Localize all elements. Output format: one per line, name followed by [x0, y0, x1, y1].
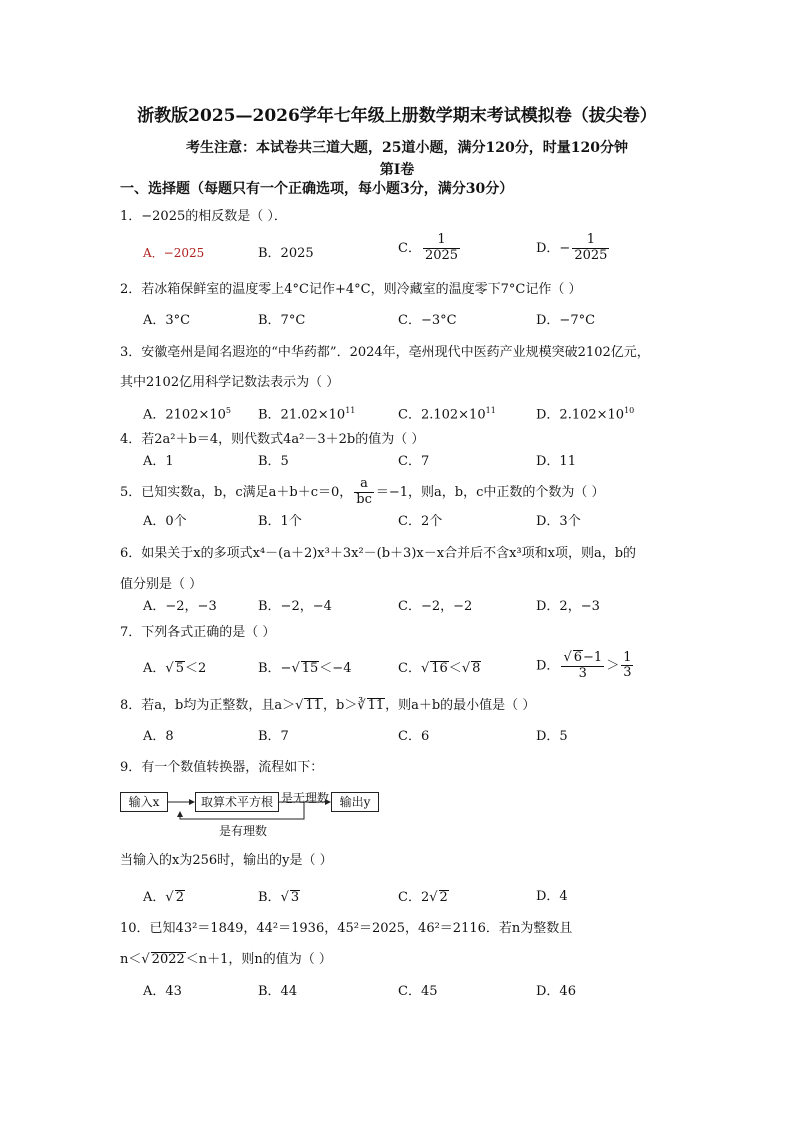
question-9-option-b: B．√ 3 — [258, 890, 300, 905]
question-2-stem: 2．若冰箱保鲜室的温度零上4°C记作+4°C，则冷藏室的温度零下7°C记作（ ） — [120, 282, 582, 297]
section-heading: 一、选择题（每题只有一个正确选项，每小题3分，满分30分） — [120, 181, 514, 197]
question-1-stem: 1．−2025的相反数是（ ）． — [120, 209, 287, 224]
question-2-option-a: A．3°C — [143, 313, 191, 328]
option-letter: B． — [258, 890, 281, 905]
question-5-option-b: B．1个 — [258, 514, 302, 529]
question-2-option-c: C．−3°C — [398, 313, 457, 328]
arrow-rational-loop — [180, 802, 304, 819]
option-letter: C．2 — [398, 890, 430, 905]
option-text: C．2.102×10 — [398, 407, 486, 423]
stem-text: ＝−1，则a，b，c中正数的个数为（ ） — [375, 484, 605, 500]
fraction-numerator: a — [354, 477, 374, 493]
question-3-stem-line2: 其中2102亿用科学记数法表示为（ ） — [120, 375, 340, 390]
question-10-option-d: D．46 — [536, 984, 576, 999]
question-10-option-c: C．45 — [398, 984, 438, 999]
question-7-option-b: B．−√ 15＜−4 — [258, 661, 352, 676]
fraction-numerator: √ 6−1 — [563, 650, 603, 665]
question-1-option-b: B．2025 — [258, 246, 314, 261]
radicand: 2 — [175, 890, 184, 905]
option-letter: C． — [398, 661, 421, 676]
question-7-option-a: A．√ 5＜2 — [143, 661, 207, 676]
option-letter: D． — [536, 658, 560, 674]
question-4-option-c: C．7 — [398, 454, 430, 469]
question-7-stem: 7．下列各式正确的是（ ） — [120, 625, 276, 640]
question-5-option-c: C．2个 — [398, 514, 443, 529]
fraction-denominator: 3 — [623, 665, 632, 681]
flow-sqrt-box: 取算术平方根 — [195, 792, 279, 812]
option-text: ＜2 — [184, 661, 207, 676]
radicand: 15 — [301, 661, 319, 676]
question-2-option-d: D．−7°C — [536, 313, 596, 328]
question-9-option-c: C．2√ 2 — [398, 890, 448, 905]
question-8-stem: 8．若a，b均为正整数，且a＞√ 11，b＞∛ 11，则a＋b的最小值是（ ） — [120, 698, 536, 713]
radicand: 11 — [367, 698, 385, 713]
option-text: B．21.02×10 — [258, 407, 346, 423]
flow-irrational-label: 是无理数 — [281, 791, 330, 805]
option-text: D．2.102×10 — [536, 407, 625, 423]
option-letter: D．− — [536, 240, 571, 256]
question-9-option-d: D．4 — [536, 889, 568, 904]
radicand: 8 — [472, 661, 481, 676]
fraction-numerator: 1 — [623, 649, 632, 665]
question-8-option-d: D．5 — [536, 729, 568, 744]
option-letter: B．− — [258, 661, 292, 676]
exponent: 10 — [624, 406, 635, 415]
option-text: ＜ — [448, 661, 462, 676]
question-6-stem-line2: 值分别是（ ） — [120, 577, 203, 592]
question-6-stem-line1: 6．如果关于x的多项式x⁴－(a＋2)x³＋3x²－(b＋3)x－x合并后不含x³项和x项，则a，b的 — [120, 546, 637, 561]
fraction-denominator: 2025 — [574, 247, 608, 263]
fraction-denominator: 2025 — [424, 247, 459, 263]
question-2-option-b: B．7°C — [258, 313, 306, 328]
stem-text: 5．已知实数a，b，c满足a＋b＋c＝0， — [120, 484, 353, 500]
option-text: ＞ — [606, 658, 620, 674]
question-4-option-a: A．1 — [143, 454, 174, 469]
exponent: 5 — [225, 406, 232, 415]
question-7-option-c: C．√ 16＜√ 8 — [398, 661, 481, 676]
question-5-option-d: D．3个 — [536, 514, 581, 529]
flow-input-box: 输入x — [120, 792, 168, 812]
question-1-option-a: A．−2025 — [143, 246, 205, 260]
question-9-question: 当输入的x为256时，输出的y是（ ） — [120, 853, 333, 868]
radicand: 6 — [573, 650, 583, 665]
question-9-stem: 9．有一个数值转换器，流程如下： — [120, 760, 324, 775]
fraction-denominator: 3 — [578, 665, 587, 681]
question-8-option-b: B．7 — [258, 729, 289, 744]
radicand: 11 — [305, 698, 322, 713]
page-title: 浙教版2025—2026学年七年级上册数学期末考试模拟卷（拔尖卷） — [137, 106, 657, 126]
question-8-option-a: A．8 — [143, 729, 174, 744]
flow-rational-label: 是有理数 — [219, 824, 268, 838]
fraction-numerator: 1 — [423, 233, 460, 249]
stem-text: ，则a＋b的最小值是（ ） — [385, 698, 536, 713]
question-10-stem-line2: n＜√ 2022＜n＋1，则n的值为（ ） — [120, 952, 332, 967]
radicand: 2 — [439, 890, 448, 905]
exponent: 11 — [485, 406, 496, 415]
question-10-stem-line1: 10．已知43²＝1849，44²＝1936，45²＝2025，46²＝2116．若n为整数且 — [120, 921, 573, 936]
question-3-stem-line1: 3．安徽亳州是闻名遐迩的“中华药都”．2024年，亳州现代中医药产业规模突破2102亿元， — [120, 345, 650, 360]
question-6-option-d: D．2，−3 — [536, 599, 600, 614]
question-8-option-c: C．6 — [398, 729, 430, 744]
question-6-option-a: A．−2，−3 — [143, 599, 217, 614]
option-text: ＜−4 — [319, 661, 352, 676]
question-10-option-b: B．44 — [258, 984, 298, 999]
question-4-stem: 4．若2a²＋b＝4，则代数式4a²－3＋2b的值为（ ） — [120, 432, 425, 447]
numerator-text: −1 — [583, 650, 603, 665]
fraction-numerator: 1 — [572, 233, 609, 249]
question-10-option-a: A．43 — [143, 984, 182, 999]
exam-notice: 考生注意：本试卷共三道大题，25道小题，满分120分，时量120分钟 — [186, 140, 628, 156]
stem-text: ＜n＋1，则n的值为（ ） — [185, 952, 332, 967]
flow-output-box: 输出y — [331, 792, 379, 812]
radicand: 2022 — [151, 952, 185, 967]
question-6-option-c: C．−2，−2 — [398, 599, 473, 614]
volume-heading: 第Ⅰ卷 — [379, 162, 415, 178]
question-4-option-b: B．5 — [258, 454, 289, 469]
fraction-denominator: bc — [356, 491, 372, 507]
question-6-option-b: B．−2，−4 — [258, 599, 332, 614]
stem-text: ，b＞∛ — [322, 698, 366, 713]
option-text: A．2102×10 — [143, 407, 226, 423]
question-4-option-d: D．11 — [536, 454, 576, 469]
radicand: 3 — [290, 890, 300, 905]
question-9-option-a: A．√ 2 — [143, 890, 184, 905]
radicand: 16 — [431, 661, 448, 676]
stem-text: n＜ — [120, 952, 142, 967]
radicand: 5 — [175, 661, 184, 676]
stem-text: 8．若a，b均为正整数，且a＞ — [120, 698, 296, 713]
option-letter: A． — [143, 890, 166, 905]
question-5-option-a: A．0个 — [143, 514, 187, 529]
exponent: 11 — [345, 406, 356, 415]
option-letter: C． — [398, 240, 421, 256]
option-letter: A． — [143, 661, 166, 676]
